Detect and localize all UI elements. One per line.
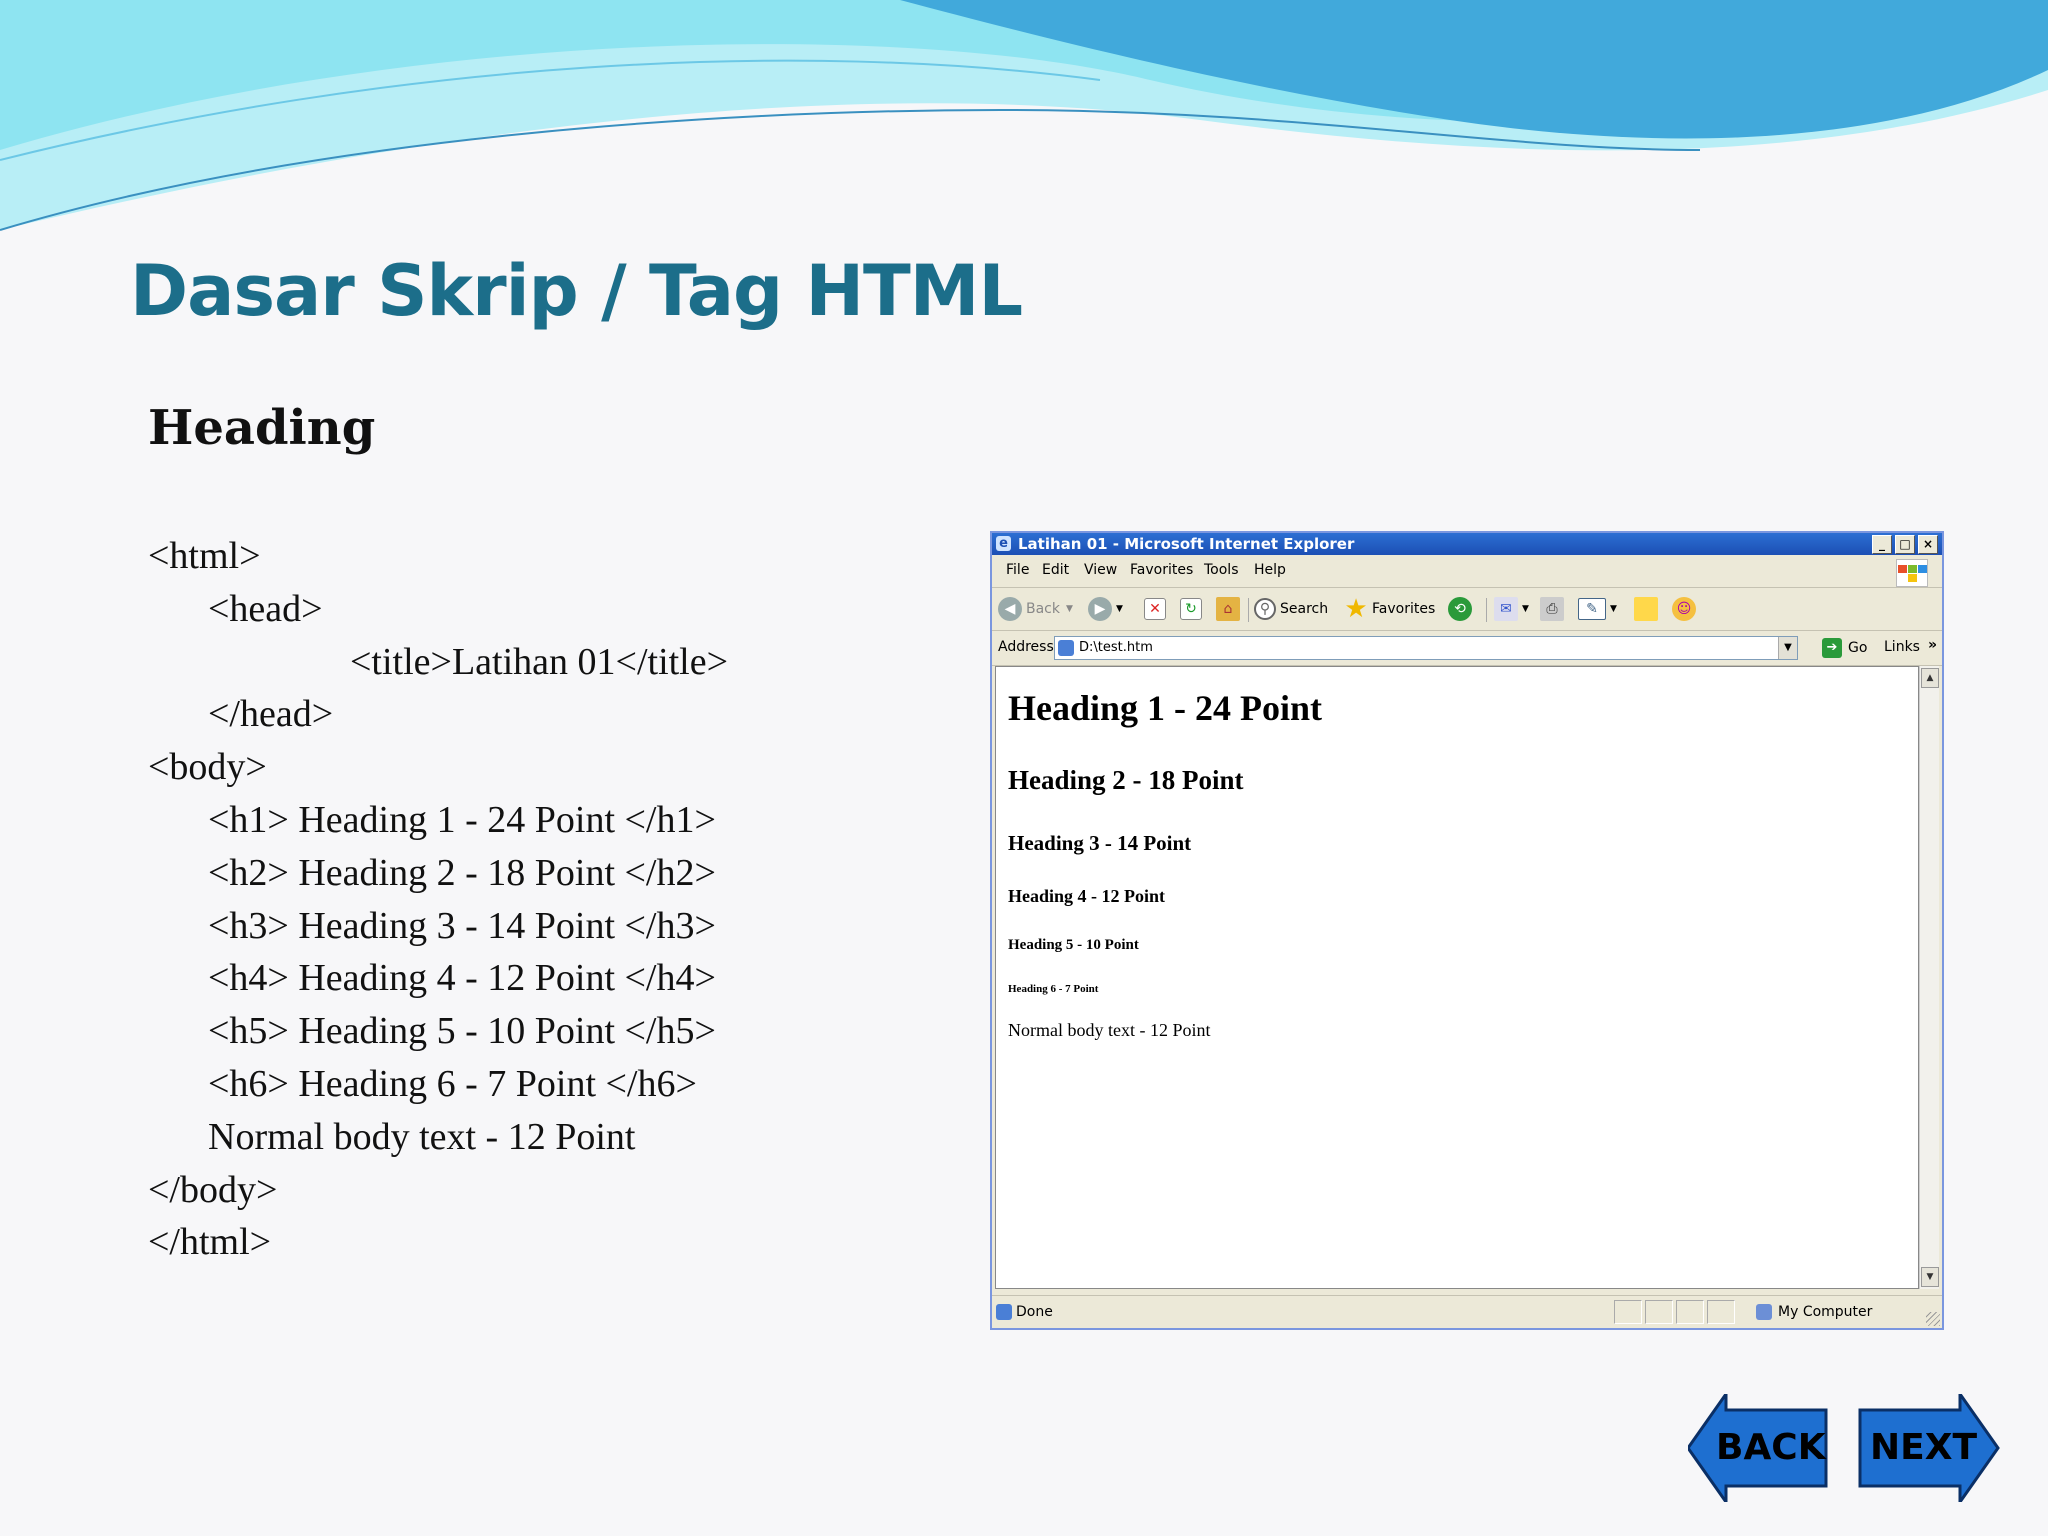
code-line: Normal body text - 12 Point	[208, 1115, 636, 1158]
code-line: <html>	[148, 535, 261, 577]
notes-button[interactable]	[1634, 596, 1662, 622]
page-body-text: Normal body text - 12 Point	[1008, 1020, 1211, 1040]
browser-toolbar	[992, 588, 1942, 631]
menu-edit[interactable]: Edit	[1042, 562, 1070, 578]
home-icon: ⌂	[1216, 597, 1240, 621]
edit-page-icon: ✎	[1578, 598, 1606, 620]
code-line: <h3> Heading 3 - 14 Point </h3>	[208, 904, 716, 947]
chevron-down-icon: ▼	[1610, 604, 1617, 614]
slide-title: Dasar Skrip / Tag HTML	[130, 250, 1023, 332]
back-nav-label: BACK	[1716, 1427, 1826, 1468]
scroll-down-button[interactable]: ▼	[1921, 1267, 1939, 1287]
slide-subtitle: Heading	[148, 400, 376, 456]
chevron-right-icon: »	[1928, 637, 1938, 653]
sticky-note-icon	[1634, 597, 1658, 621]
stop-icon: ✕	[1144, 598, 1166, 620]
address-label: Address	[998, 639, 1054, 655]
code-line: </html>	[148, 1221, 272, 1264]
code-line: <title>Latihan 01</title>	[350, 640, 729, 683]
address-value: D:\test.htm	[1079, 640, 1153, 655]
back-arrow-icon: ◀	[998, 597, 1022, 621]
next-nav-button[interactable]	[1858, 1394, 2000, 1502]
search-button[interactable]	[1254, 596, 1328, 622]
code-line: <head>	[208, 587, 323, 630]
back-nav-button[interactable]	[1688, 1394, 1828, 1502]
refresh-icon: ↻	[1180, 598, 1202, 620]
back-button-label: Back	[1026, 601, 1060, 617]
browser-screenshot	[990, 531, 1944, 1330]
mail-icon: ✉	[1494, 597, 1518, 621]
maximize-button[interactable]: □	[1895, 535, 1915, 554]
resize-grip-icon[interactable]	[1926, 1312, 1940, 1326]
page-heading-3: Heading 3 - 14 Point	[1008, 831, 1192, 855]
code-line: </body>	[148, 1168, 278, 1211]
chevron-down-icon: ▼	[1522, 604, 1529, 614]
home-button[interactable]	[1216, 596, 1244, 622]
html-code-listing	[148, 530, 728, 1269]
minimize-button[interactable]: _	[1872, 535, 1892, 554]
go-label: Go	[1848, 640, 1868, 656]
messenger-icon: ☺	[1672, 597, 1696, 621]
go-button[interactable]	[1822, 638, 1867, 658]
chevron-down-icon: ▼	[1066, 604, 1073, 614]
ie-logo-icon: e	[996, 536, 1011, 551]
search-button-label: Search	[1280, 601, 1329, 617]
history-button[interactable]	[1448, 596, 1476, 622]
forward-button[interactable]	[1088, 596, 1123, 622]
menu-file[interactable]: File	[1006, 562, 1030, 578]
next-nav-label: NEXT	[1870, 1427, 1978, 1468]
history-icon: ⟲	[1448, 597, 1472, 621]
code-line: <h6> Heading 6 - 7 Point </h6>	[208, 1062, 697, 1105]
back-button[interactable]	[998, 596, 1073, 622]
page-heading-1: Heading 1 - 24 Point	[1008, 688, 1323, 728]
mail-button[interactable]	[1494, 596, 1529, 622]
favorites-button-label: Favorites	[1372, 601, 1436, 617]
menu-favorites[interactable]: Favorites	[1130, 562, 1194, 578]
favorites-button[interactable]	[1344, 596, 1435, 622]
star-icon: ★	[1344, 594, 1368, 624]
code-line: <h5> Heading 5 - 10 Point </h5>	[208, 1010, 716, 1053]
browser-titlebar	[992, 533, 1942, 555]
header-wave-decoration	[0, 0, 2048, 240]
address-bar	[992, 631, 1942, 666]
menu-help[interactable]: Help	[1254, 562, 1286, 578]
page-viewport	[995, 666, 1919, 1289]
printer-icon: ⎙	[1540, 597, 1564, 621]
address-dropdown-button[interactable]: ▼	[1778, 637, 1797, 659]
edit-button[interactable]	[1578, 596, 1617, 622]
vertical-scrollbar[interactable]	[1919, 666, 1939, 1289]
code-line: <h4> Heading 4 - 12 Point </h4>	[208, 957, 716, 1000]
computer-icon	[1756, 1304, 1772, 1320]
windows-logo-icon	[1896, 559, 1928, 587]
close-button[interactable]: ×	[1918, 535, 1938, 554]
page-heading-4: Heading 4 - 12 Point	[1008, 886, 1166, 906]
menu-tools[interactable]: Tools	[1204, 562, 1239, 578]
toolbar-divider	[1248, 598, 1249, 622]
browser-window-title: Latihan 01 - Microsoft Internet Explorer	[1018, 535, 1355, 553]
status-bar	[992, 1295, 1942, 1328]
refresh-button[interactable]	[1180, 596, 1206, 622]
go-arrow-icon: ➔	[1822, 638, 1842, 658]
messenger-button[interactable]	[1672, 596, 1700, 622]
security-zone	[1756, 1304, 1872, 1320]
code-line: <h1> Heading 1 - 24 Point </h1>	[208, 798, 716, 841]
scroll-up-button[interactable]: ▲	[1921, 668, 1939, 688]
page-icon	[1058, 640, 1074, 656]
toolbar-divider	[1486, 598, 1487, 622]
page-heading-2: Heading 2 - 18 Point	[1008, 765, 1244, 795]
code-line: <body>	[148, 746, 267, 789]
links-button[interactable]: Links	[1884, 639, 1920, 655]
search-icon: ⚲	[1254, 598, 1276, 620]
page-heading-5: Heading 5 - 10 Point	[1008, 937, 1139, 953]
page-icon	[996, 1304, 1012, 1320]
status-text: Done	[1016, 1304, 1053, 1320]
menu-view[interactable]: View	[1084, 562, 1118, 578]
code-line: <h2> Heading 2 - 18 Point </h2>	[208, 851, 716, 894]
code-line: </head>	[208, 693, 334, 736]
print-button[interactable]	[1540, 596, 1568, 622]
page-heading-6: Heading 6 - 7 Point	[1008, 983, 1099, 995]
menu-bar	[992, 555, 1942, 588]
address-input[interactable]	[1054, 636, 1798, 660]
forward-arrow-icon: ▶	[1088, 597, 1112, 621]
chevron-down-icon: ▼	[1116, 604, 1123, 614]
zone-text: My Computer	[1778, 1304, 1873, 1320]
stop-button[interactable]	[1144, 596, 1170, 622]
status-panels	[1614, 1300, 1735, 1324]
